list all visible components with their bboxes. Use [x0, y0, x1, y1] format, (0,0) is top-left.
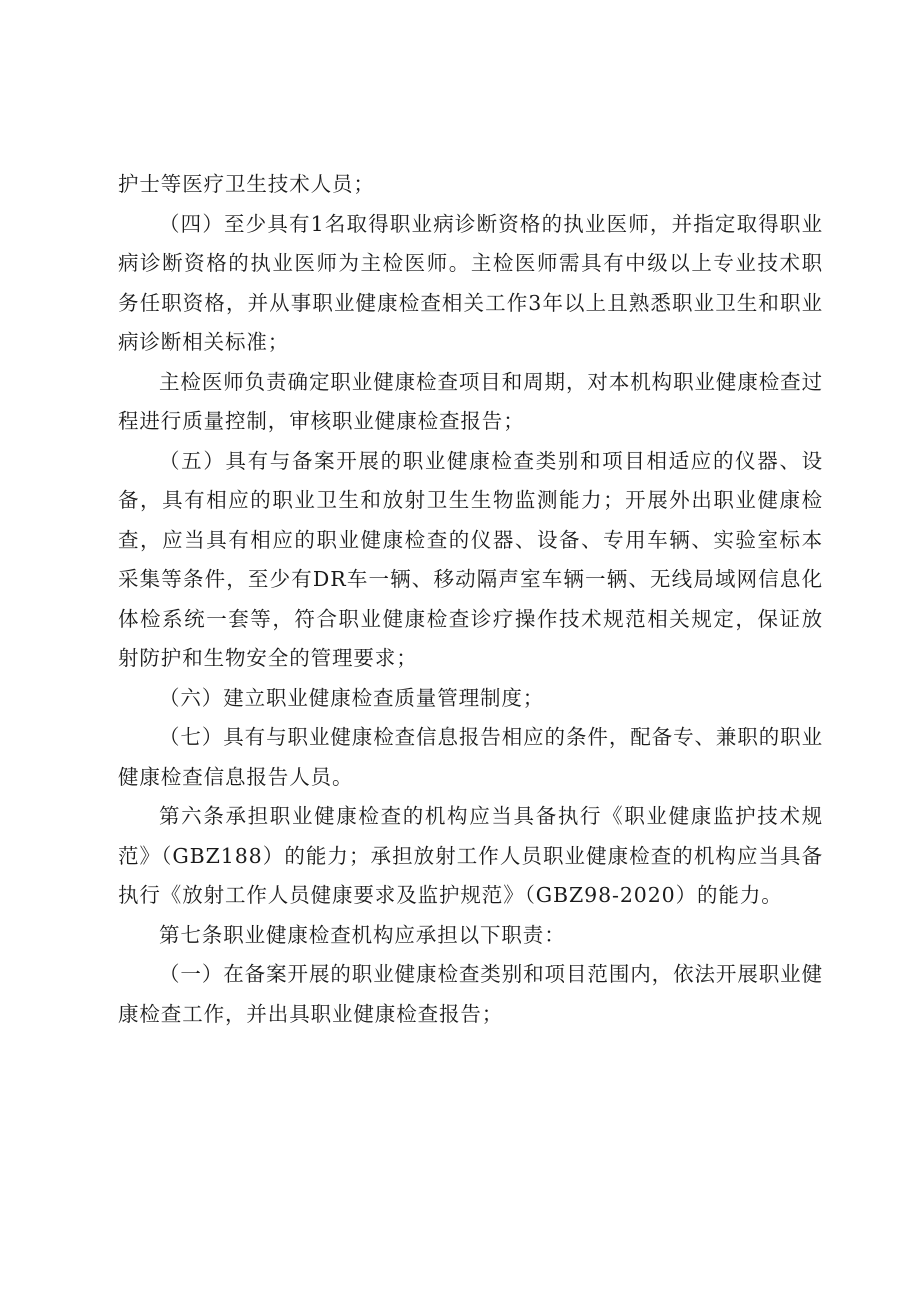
- paragraph-item-7: （七）具有与职业健康检查信息报告相应的条件，配备专、兼职的职业健康检查信息报告人员。: [118, 725, 823, 789]
- paragraph-chief-physician-duties: 主检医师负责确定职业健康检查项目和周期，对本机构职业健康检查过程进行质量控制，审核职业健康检查报告；: [118, 369, 823, 433]
- paragraph-duty-1: （一）在备案开展的职业健康检查类别和项目范围内，依法开展职业健康检查工作，并出具职业健康检查报告；: [118, 962, 823, 1026]
- paragraph-item-4: （四）至少具有1名取得职业病诊断资格的执业医师，并指定取得职业病诊断资格的执业医师为主检医师。主检医师需具有中级以上专业技术职务任职资格，并从事职业健康检查相关工作3年以上且熟悉职业卫生和职业病诊断相关标准；: [118, 211, 823, 354]
- document-body: [118, 165, 823, 1034]
- paragraph-article-7: 第七条职业健康检查机构应承担以下职责：: [159, 922, 566, 947]
- paragraph-item-6: （六）建立职业健康检查质量管理制度；: [159, 685, 545, 710]
- paragraph-continuation: 护士等医疗卫生技术人员；: [118, 172, 375, 196]
- paragraph-item-5: （五）具有与备案开展的职业健康检查类别和项目相适应的仪器、设备，具有相应的职业卫生和放射卫生生物监测能力；开展外出职业健康检查，应当具有相应的职业健康检查的仪器、设备、专用车辆、实验室标本采集等条件，至少有DR车一辆、移动隔声室车辆一辆、无线局域网信息化体检系统一套等，符合职业健康检查诊疗操作技术规范相关规定，保证放射防护和生物安全的管理要求；: [118, 448, 823, 670]
- paragraph-article-6: 第六条承担职业健康检查的机构应当具备执行《职业健康监护技术规范》（GBZ188）的能力；承担放射工作人员职业健康检查的机构应当具备执行《放射工作人员健康要求及监护规范》（GBZ98-2020）的能力。: [118, 804, 823, 907]
